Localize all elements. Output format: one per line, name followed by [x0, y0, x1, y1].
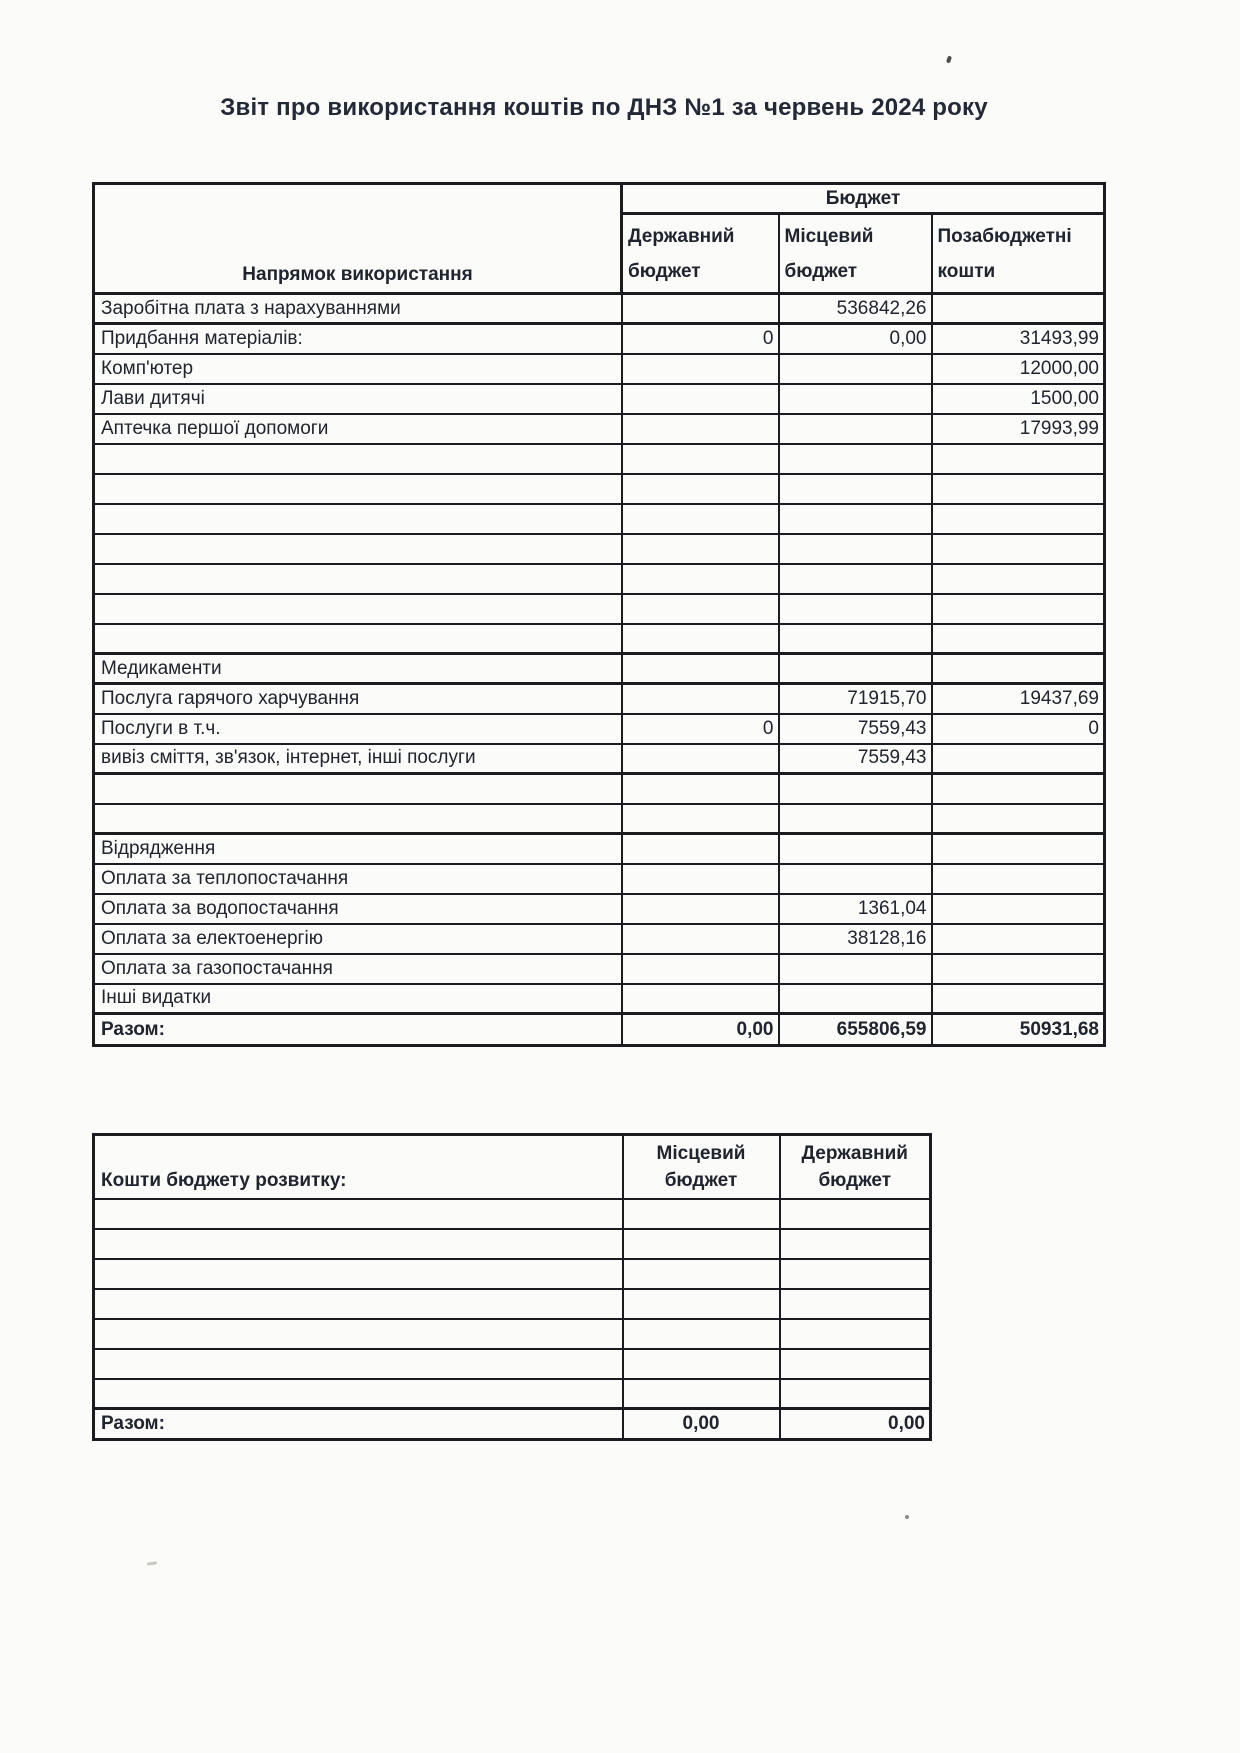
state-budget-cell: [622, 414, 779, 444]
state-budget-cell: [622, 804, 779, 834]
row-label-cell: Медикаменти: [94, 654, 622, 684]
table-row: [94, 984, 1105, 1014]
dev-column-header-local-budget: Місцевий бюджет: [623, 1135, 780, 1199]
state-budget-cell: [622, 834, 779, 864]
extra-budget-cell: [932, 834, 1105, 864]
table-row: [94, 714, 1105, 744]
local-budget-cell: [779, 594, 932, 624]
local-budget-cell: [623, 1229, 780, 1259]
local-budget-cell: 38128,16: [779, 924, 932, 954]
table-row: [94, 354, 1105, 384]
state-budget-cell: [622, 384, 779, 414]
row-label-cell: Лави дитячі: [94, 384, 622, 414]
extra-budget-cell: [932, 894, 1105, 924]
row-label-cell: [94, 564, 622, 594]
dev-total-label-cell: Разом:: [94, 1409, 623, 1440]
row-label-cell: Оплата за газопостачання: [94, 954, 622, 984]
state-budget-cell: [622, 534, 779, 564]
state-budget-cell: [622, 294, 779, 324]
state-budget-cell: [622, 864, 779, 894]
row-label-cell: [94, 804, 622, 834]
state-budget-cell: [780, 1229, 931, 1259]
local-budget-cell: 1361,04: [779, 894, 932, 924]
local-budget-cell: [779, 864, 932, 894]
scan-speck: [147, 1561, 157, 1565]
row-label-cell: Відрядження: [94, 834, 622, 864]
table-row: [94, 654, 1105, 684]
state-budget-cell: [622, 564, 779, 594]
row-label-cell: Послуга гарячого харчування: [94, 684, 622, 714]
row-label-cell: Комп'ютер: [94, 354, 622, 384]
table-row: [94, 684, 1105, 714]
table-row: [94, 444, 1105, 474]
table-row: [94, 744, 1105, 774]
state-budget-cell: [780, 1259, 931, 1289]
extra-budget-cell: [932, 594, 1105, 624]
state-budget-cell: [622, 684, 779, 714]
row-label-cell: [94, 594, 622, 624]
extra-budget-cell: [932, 984, 1105, 1014]
total-row: [94, 1014, 1105, 1046]
expenses-table-header: [94, 184, 1105, 294]
local-budget-cell: [779, 564, 932, 594]
extra-budget-cell: 1500,00: [932, 384, 1105, 414]
table-row: [94, 774, 1105, 804]
table-row: [94, 294, 1105, 324]
table-row: [94, 834, 1105, 864]
state-budget-cell: [622, 984, 779, 1014]
local-budget-cell: [623, 1319, 780, 1349]
local-budget-cell: [623, 1259, 780, 1289]
row-label-cell: [94, 1379, 623, 1409]
extra-budget-cell: [932, 624, 1105, 654]
table-row: [94, 1379, 931, 1409]
table-row: [94, 1199, 931, 1229]
dev-table-rows: [94, 1199, 931, 1409]
row-label-cell: Придбання матеріалів:: [94, 324, 622, 354]
state-budget-cell: [622, 774, 779, 804]
extra-budget-cell: 12000,00: [932, 354, 1105, 384]
local-budget-cell: [779, 414, 932, 444]
local-budget-cell: [779, 804, 932, 834]
state-budget-cell: [622, 444, 779, 474]
column-header-direction: Напрямок використання: [94, 184, 622, 294]
table-row: [94, 624, 1105, 654]
extra-budget-cell: [932, 294, 1105, 324]
local-budget-cell: [779, 774, 932, 804]
scan-speck: [946, 56, 952, 64]
row-label-cell: [94, 774, 622, 804]
local-budget-cell: [623, 1349, 780, 1379]
local-budget-cell: 536842,26: [779, 294, 932, 324]
table-row: [94, 594, 1105, 624]
extra-budget-cell: [932, 474, 1105, 504]
page-title: Звіт про використання коштів по ДНЗ №1 за червень 2024 року: [220, 94, 988, 121]
row-label-cell: Оплата за водопостачання: [94, 894, 622, 924]
dev-table-total: [94, 1409, 931, 1440]
row-label-cell: [94, 474, 622, 504]
row-label-cell: [94, 1259, 623, 1289]
local-budget-cell: [623, 1199, 780, 1229]
column-header-extra-budget: Позабюджетні кошти: [932, 214, 1105, 294]
row-label-cell: Заробітна плата з нарахуваннями: [94, 294, 622, 324]
table-row: [94, 804, 1105, 834]
dev-total-local-budget-cell: 0,00: [623, 1409, 780, 1440]
row-label-cell: [94, 504, 622, 534]
local-budget-cell: [779, 474, 932, 504]
local-budget-cell: [779, 834, 932, 864]
total-local-budget-cell: 655806,59: [779, 1014, 932, 1046]
table-row: [94, 534, 1105, 564]
state-budget-cell: [780, 1319, 931, 1349]
table-row: [94, 954, 1105, 984]
state-budget-cell: [622, 594, 779, 624]
local-budget-cell: 7559,43: [779, 744, 932, 774]
local-budget-cell: [779, 504, 932, 534]
extra-budget-cell: [932, 924, 1105, 954]
dev-header-row: [94, 1135, 931, 1199]
table-row: [94, 504, 1105, 534]
extra-budget-cell: 17993,99: [932, 414, 1105, 444]
development-budget-table: [92, 1133, 932, 1441]
state-budget-cell: 0: [622, 324, 779, 354]
state-budget-cell: [780, 1289, 931, 1319]
local-budget-cell: 71915,70: [779, 684, 932, 714]
row-label-cell: Послуги в т.ч.: [94, 714, 622, 744]
extra-budget-cell: [932, 774, 1105, 804]
local-budget-cell: [779, 654, 932, 684]
table-row: [94, 474, 1105, 504]
row-label-cell: [94, 1349, 623, 1379]
state-budget-cell: [622, 504, 779, 534]
local-budget-cell: [779, 954, 932, 984]
state-budget-cell: [622, 354, 779, 384]
local-budget-cell: [779, 384, 932, 414]
table-row: [94, 1319, 931, 1349]
state-budget-cell: [622, 624, 779, 654]
main-table-rows: [94, 294, 1105, 1014]
total-label-cell: Разом:: [94, 1014, 622, 1046]
state-budget-cell: 0: [622, 714, 779, 744]
state-budget-cell: [780, 1379, 931, 1409]
state-budget-cell: [622, 744, 779, 774]
local-budget-cell: 0,00: [779, 324, 932, 354]
total-extra-budget-cell: 50931,68: [932, 1014, 1105, 1046]
table-row: [94, 1229, 931, 1259]
main-table-total: [94, 1014, 1105, 1046]
dev-table-header: [94, 1135, 931, 1199]
state-budget-cell: [622, 654, 779, 684]
total-state-budget-cell: 0,00: [622, 1014, 779, 1046]
extra-budget-cell: 19437,69: [932, 684, 1105, 714]
expenses-table: [92, 182, 1106, 1047]
table-row: [94, 1349, 931, 1379]
row-label-cell: Аптечка першої допомоги: [94, 414, 622, 444]
extra-budget-cell: [932, 654, 1105, 684]
state-budget-cell: [622, 924, 779, 954]
dev-column-header-state-budget: Державний бюджет: [780, 1135, 931, 1199]
state-budget-cell: [622, 954, 779, 984]
local-budget-cell: [779, 354, 932, 384]
table-row: [94, 1289, 931, 1319]
row-label-cell: [94, 1289, 623, 1319]
state-budget-cell: [780, 1349, 931, 1379]
column-header-local-budget: Місцевий бюджет: [779, 214, 932, 294]
extra-budget-cell: [932, 864, 1105, 894]
state-budget-cell: [780, 1199, 931, 1229]
local-budget-cell: [623, 1379, 780, 1409]
column-group-header-budget: Бюджет: [622, 184, 1105, 214]
extra-budget-cell: [932, 564, 1105, 594]
column-header-state-budget: Державний бюджет: [622, 214, 779, 294]
dev-total-row: [94, 1409, 931, 1440]
scan-speck: [905, 1515, 909, 1519]
row-label-cell: [94, 1229, 623, 1259]
table-row: [94, 324, 1105, 354]
table-row: [94, 414, 1105, 444]
row-label-cell: Інші видатки: [94, 984, 622, 1014]
row-label-cell: Оплата за електоенергію: [94, 924, 622, 954]
group-header-row: [94, 184, 1105, 214]
row-label-cell: [94, 444, 622, 474]
local-budget-cell: 7559,43: [779, 714, 932, 744]
local-budget-cell: [779, 984, 932, 1014]
row-label-cell: вивіз сміття, зв'язок, інтернет, інші послуги: [94, 744, 622, 774]
local-budget-cell: [779, 624, 932, 654]
table-row: [94, 864, 1105, 894]
table-row: [94, 564, 1105, 594]
extra-budget-cell: [932, 804, 1105, 834]
local-budget-cell: [779, 444, 932, 474]
state-budget-cell: [622, 474, 779, 504]
table-row: [94, 894, 1105, 924]
state-budget-cell: [622, 894, 779, 924]
extra-budget-cell: [932, 744, 1105, 774]
local-budget-cell: [779, 534, 932, 564]
extra-budget-cell: [932, 444, 1105, 474]
row-label-cell: [94, 534, 622, 564]
row-label-cell: [94, 1199, 623, 1229]
extra-budget-cell: 31493,99: [932, 324, 1105, 354]
dev-total-state-budget-cell: 0,00: [780, 1409, 931, 1440]
extra-budget-cell: [932, 504, 1105, 534]
table-row: [94, 924, 1105, 954]
dev-table-title: Кошти бюджету розвитку:: [94, 1135, 623, 1199]
table-row: [94, 384, 1105, 414]
row-label-cell: Оплата за теплопостачання: [94, 864, 622, 894]
local-budget-cell: [623, 1289, 780, 1319]
extra-budget-cell: [932, 534, 1105, 564]
row-label-cell: [94, 624, 622, 654]
table-row: [94, 1259, 931, 1289]
row-label-cell: [94, 1319, 623, 1349]
extra-budget-cell: 0: [932, 714, 1105, 744]
extra-budget-cell: [932, 954, 1105, 984]
